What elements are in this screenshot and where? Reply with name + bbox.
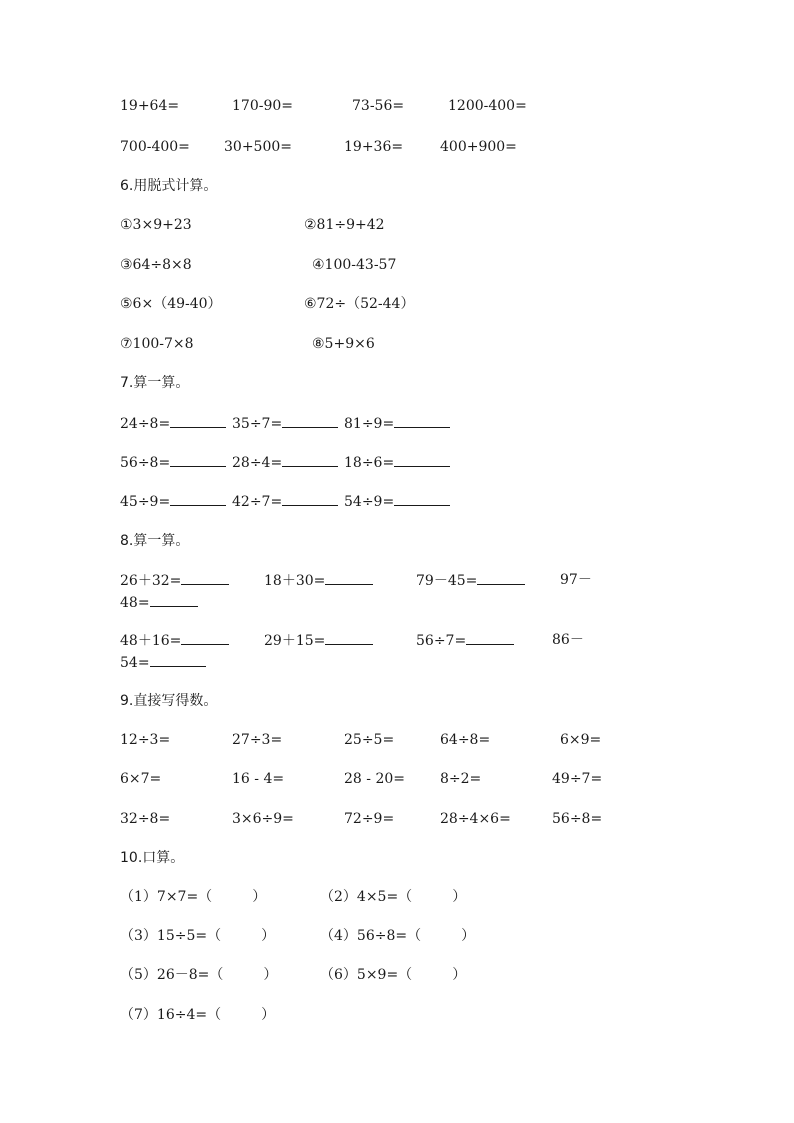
question-title: 10.口算。 bbox=[120, 850, 185, 866]
answer-blank[interactable] bbox=[282, 492, 338, 506]
calc-item: 56÷8= bbox=[120, 453, 226, 472]
calc-item: 72÷9= bbox=[344, 811, 395, 827]
calc-item: 32÷8= bbox=[120, 811, 171, 827]
answer-blank[interactable] bbox=[181, 631, 229, 645]
calc-item: ④100-43-57 bbox=[312, 257, 397, 273]
calc-item: ③64÷8×8 bbox=[120, 257, 192, 273]
calc-item: 12÷3= bbox=[120, 732, 171, 748]
calc-item: 16 - 4= bbox=[232, 771, 285, 787]
calc-item: 42÷7= bbox=[232, 492, 338, 511]
calc-item-wrap: 54= bbox=[120, 655, 150, 671]
calc-item: 1200-400= bbox=[448, 98, 527, 114]
answer-blank[interactable] bbox=[282, 414, 338, 428]
calc-item: 6×9= bbox=[560, 732, 602, 748]
question-title: 6.用脱式计算。 bbox=[120, 178, 218, 194]
calc-item: （1）7×7=（ ） bbox=[120, 889, 267, 905]
calc-item: （6）5×9=（ ） bbox=[320, 967, 467, 983]
calc-item: 29＋15= bbox=[264, 631, 373, 650]
calc-item: 8÷2= bbox=[440, 771, 482, 787]
calc-item: 27÷3= bbox=[232, 732, 283, 748]
answer-blank[interactable] bbox=[181, 571, 229, 585]
calc-item: 79－45= bbox=[416, 571, 525, 590]
calc-item: 35÷7= bbox=[232, 414, 338, 433]
calc-item: 28÷4×6= bbox=[440, 811, 511, 827]
answer-blank[interactable] bbox=[466, 631, 514, 645]
answer-blank[interactable] bbox=[150, 593, 198, 607]
calc-item: 81÷9= bbox=[344, 414, 450, 433]
question-title: 8.算一算。 bbox=[120, 533, 190, 549]
calc-item: 3×6÷9= bbox=[232, 811, 294, 827]
answer-blank[interactable] bbox=[394, 492, 450, 506]
calc-item: 30+500= bbox=[224, 139, 292, 155]
calc-item: 56÷8= bbox=[552, 811, 603, 827]
calc-item: （5）26－8=（ ） bbox=[120, 967, 278, 983]
question-title: 9.直接写得数。 bbox=[120, 693, 218, 709]
calc-item: 18÷6= bbox=[344, 453, 450, 472]
calc-item: 28 - 20= bbox=[344, 771, 405, 787]
calc-item-wrap: 48= bbox=[120, 595, 150, 611]
answer-blank[interactable] bbox=[150, 653, 206, 667]
answer-blank[interactable] bbox=[170, 453, 226, 467]
answer-blank[interactable] bbox=[477, 571, 525, 585]
calc-item: 49÷7= bbox=[552, 771, 603, 787]
calc-row bbox=[120, 653, 206, 672]
answer-blank[interactable] bbox=[282, 453, 338, 467]
calc-item: 19+64= bbox=[120, 98, 180, 114]
calc-item: （4）56÷8=（ ） bbox=[320, 928, 476, 944]
calc-item: ②81÷9+42 bbox=[304, 217, 385, 233]
calc-item: 6×7= bbox=[120, 771, 162, 787]
calc-item: 64÷8= bbox=[440, 732, 491, 748]
calc-item: 56÷7= bbox=[416, 631, 514, 650]
calc-item: 25÷5= bbox=[344, 732, 395, 748]
answer-blank[interactable] bbox=[170, 414, 226, 428]
answer-blank[interactable] bbox=[394, 453, 450, 467]
calc-item: 19+36= bbox=[344, 139, 404, 155]
calc-item: 170-90= bbox=[232, 98, 293, 114]
calc-row bbox=[120, 593, 198, 612]
calc-item: （2）4×5=（ ） bbox=[320, 889, 467, 905]
calc-item: 97－ bbox=[560, 572, 592, 588]
calc-item: ⑧5+9×6 bbox=[312, 336, 375, 352]
calc-item: 86－ bbox=[552, 632, 584, 648]
calc-item: 700-400= bbox=[120, 139, 190, 155]
calc-item: 73-56= bbox=[352, 98, 405, 114]
question-title: 7.算一算。 bbox=[120, 375, 190, 391]
answer-blank[interactable] bbox=[325, 571, 373, 585]
calc-item: 26＋32= bbox=[120, 571, 229, 590]
calc-item: 400+900= bbox=[440, 139, 517, 155]
calc-item: （3）15÷5=（ ） bbox=[120, 928, 276, 944]
calc-item: ⑥72÷（52-44） bbox=[304, 296, 415, 312]
calc-item: ①3×9+23 bbox=[120, 217, 192, 233]
calc-item: （7）16÷4=（ ） bbox=[120, 1007, 276, 1023]
calc-item: ⑦100-7×8 bbox=[120, 336, 194, 352]
calc-item: 45÷9= bbox=[120, 492, 226, 511]
calc-item: 28÷4= bbox=[232, 453, 338, 472]
answer-blank[interactable] bbox=[325, 631, 373, 645]
calc-item: 54÷9= bbox=[344, 492, 450, 511]
calc-item: ⑤6×（49-40） bbox=[120, 296, 222, 312]
answer-blank[interactable] bbox=[394, 414, 450, 428]
calc-item: 24÷8= bbox=[120, 414, 226, 433]
answer-blank[interactable] bbox=[170, 492, 226, 506]
calc-item: 48＋16= bbox=[120, 631, 229, 650]
calc-item: 18＋30= bbox=[264, 571, 373, 590]
